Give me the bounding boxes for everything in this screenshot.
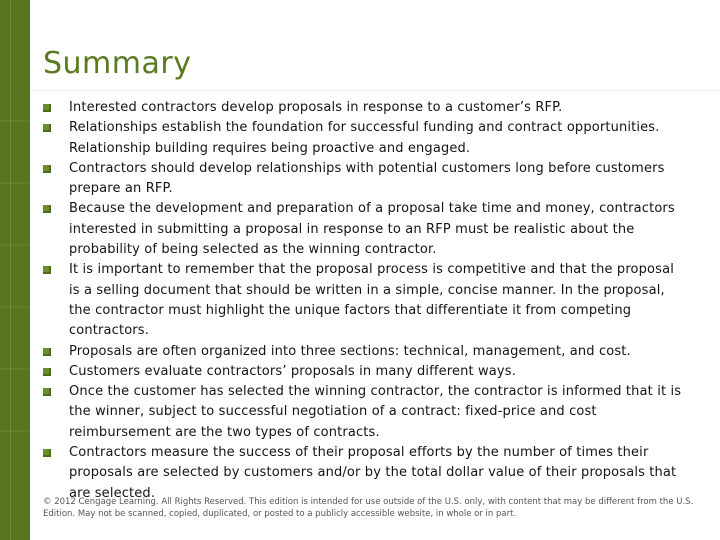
bullet-square-icon xyxy=(43,449,51,457)
bullet-item xyxy=(43,159,683,200)
slide-title: Summary xyxy=(43,46,192,81)
bullet-text: Relationships establish the foundation for successful funding and contract opportunities. Relationship building requires being proactive and engaged. xyxy=(69,120,660,156)
bullet-item xyxy=(43,443,683,504)
bullet-text: It is important to remember that the proposal process is competitive and that the proposal is a selling document that should be written in a simple, concise manner. In the proposal, the contractor must highlight the unique factors that differentiate it from competing contractors. xyxy=(69,262,674,339)
bullet-text: Customers evaluate contractors’ proposals in many different ways. xyxy=(69,363,516,379)
bullet-text: Because the development and preparation of a proposal take time and money, contractors interested in submitting a proposal in response to an RFP must be realistic about the probability of being selected as the winning contractor. xyxy=(69,201,675,258)
bullet-item xyxy=(43,98,683,118)
bullet-item xyxy=(43,260,683,341)
bullet-item xyxy=(43,342,683,362)
bullet-item xyxy=(43,199,683,260)
left-accent-bar xyxy=(0,0,30,540)
bullet-square-icon xyxy=(43,124,51,132)
bullet-square-icon xyxy=(43,388,51,396)
bullet-square-icon xyxy=(43,368,51,376)
bullet-square-icon xyxy=(43,266,51,274)
bullet-square-icon xyxy=(43,348,51,356)
bullet-item xyxy=(43,382,683,443)
bullet-text: Interested contractors develop proposals in response to a customer’s RFP. xyxy=(69,100,563,115)
bullet-text: Contractors should develop relationships with potential customers long before customers prepare an RFP. xyxy=(69,160,665,197)
title-divider xyxy=(30,90,720,91)
bullet-square-icon xyxy=(43,104,51,112)
copyright-footer: © 2012 Cengage Learning. All Rights Reserved. This edition is intended for use outside of the U.S. only, with content that may be different from the U.S. Edition. May not be scanned, copied, duplicated, or posted to a publicly accessible website, in whole or in part. xyxy=(43,497,694,519)
bullet-item xyxy=(43,362,683,382)
bullet-square-icon xyxy=(43,165,51,173)
bullet-text: Proposals are often organized into three sections: technical, management, and cost. xyxy=(69,343,631,359)
bullet-item xyxy=(43,118,683,159)
bullet-list xyxy=(43,98,683,504)
bullet-text: Contractors measure the success of their proposal efforts by the number of times their proposals are selected by customers and/or by the total dollar value of their proposals that are selected. xyxy=(69,445,677,501)
bullet-square-icon xyxy=(43,205,51,213)
bullet-text: Once the customer has selected the winning contractor, the contractor is informed that it is the winner, subject to successful negotiation of a contract: fixed-price and cost reimbursement are the two types of contracts. xyxy=(69,384,682,440)
